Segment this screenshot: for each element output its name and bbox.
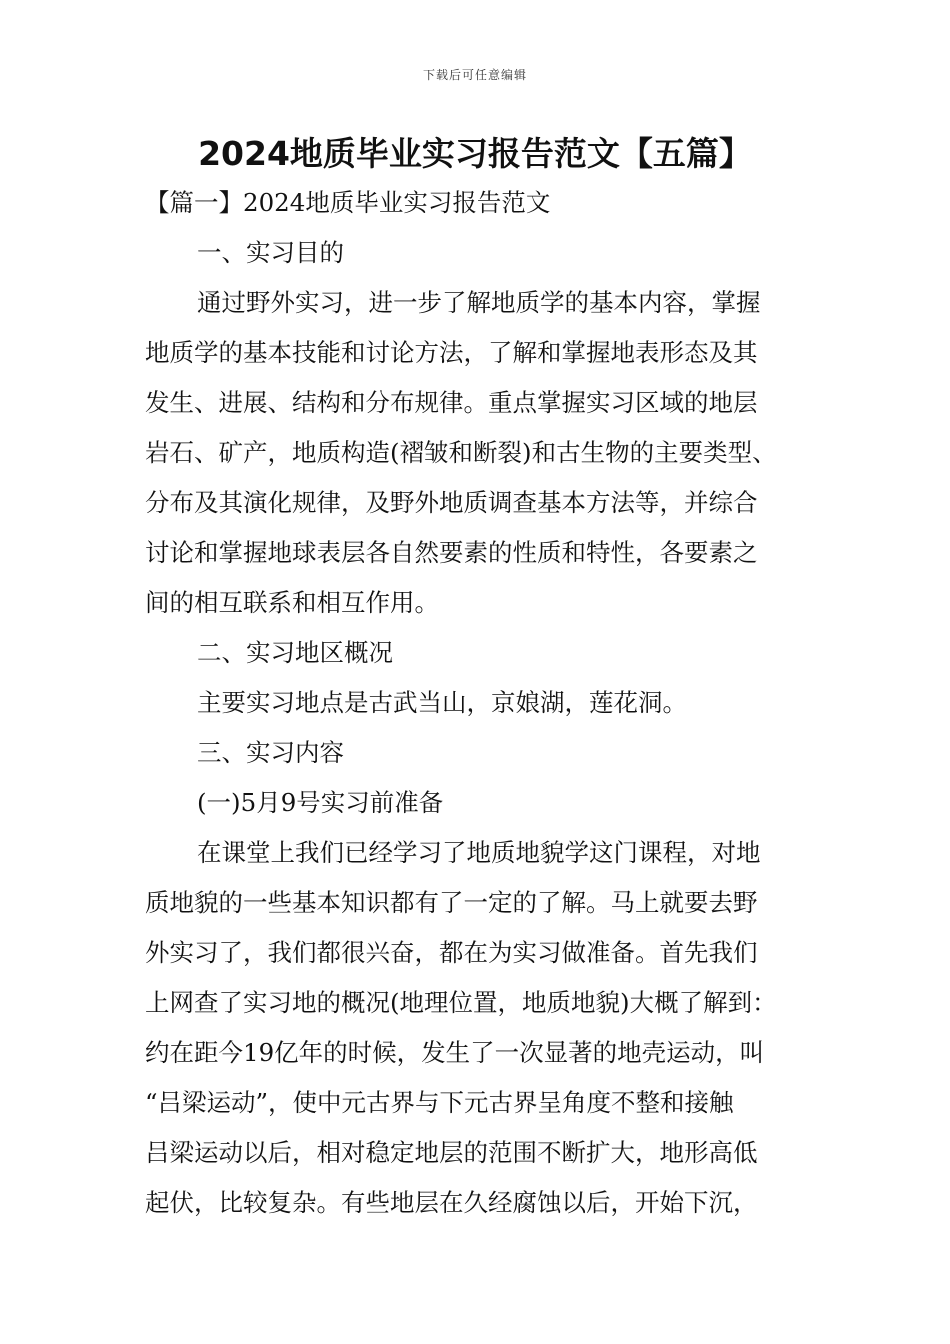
- paragraph-line: 在课堂上我们已经学习了地质地貌学这门课程，对地: [197, 838, 761, 867]
- paragraph-purpose: [145, 278, 825, 628]
- paragraph-line: 讨论和掌握地球表层各自然要素的性质和特性，各要素之: [145, 538, 758, 567]
- paragraph-line: 上网查了实习地的概况(地理位置，地质地貌)大概了解到：: [145, 988, 777, 1017]
- section-heading-area-overview: 二、实习地区概况: [197, 638, 393, 667]
- paragraph-line: 发生、进展、结构和分布规律。重点掌握实习区域的地层: [145, 388, 758, 417]
- paragraph-line: 吕梁运动以后，相对稳定地层的范围不断扩大，地形高低: [145, 1138, 758, 1167]
- paragraph-line: 岩石、矿产，地质构造(褶皱和断裂)和古生物的主要类型、: [145, 438, 777, 467]
- header-note: 下载后可任意编辑: [422, 68, 527, 82]
- document-body: [145, 178, 825, 1228]
- paragraph-preparation: [145, 828, 825, 1228]
- paragraph-line: 起伏，比较复杂。有些地层在久经腐蚀以后，开始下沉，: [145, 1188, 758, 1217]
- article-subtitle: 【篇一】2024地质毕业实习报告范文: [145, 188, 551, 217]
- paragraph-line: 质地貌的一些基本知识都有了一定的了解。马上就要去野: [145, 888, 758, 917]
- paragraph-line: 外实习了，我们都很兴奋，都在为实习做准备。首先我们: [145, 938, 758, 967]
- paragraph-line: 约在距今19亿年的时候，发生了一次显著的地壳运动，叫: [145, 1038, 765, 1067]
- subsection-heading-preparation: (一)5月9号实习前准备: [197, 788, 444, 817]
- section-heading-content: 三、实习内容: [197, 738, 344, 767]
- section-heading-purpose: 一、实习目的: [197, 238, 344, 267]
- document-title: 2024地质毕业实习报告范文【五篇】: [198, 134, 752, 173]
- paragraph-area-overview: 主要实习地点是古武当山，京娘湖，莲花洞。: [197, 688, 687, 717]
- paragraph-line: 通过野外实习，进一步了解地质学的基本内容，掌握: [197, 288, 761, 317]
- paragraph-line: 间的相互联系和相互作用。: [145, 588, 439, 617]
- paragraph-line: “吕梁运动”，使中元古界与下元古界呈角度不整和接触: [145, 1088, 734, 1117]
- paragraph-line: 地质学的基本技能和讨论方法，了解和掌握地表形态及其: [145, 338, 758, 367]
- paragraph-line: 分布及其演化规律，及野外地质调查基本方法等，并综合: [145, 488, 758, 517]
